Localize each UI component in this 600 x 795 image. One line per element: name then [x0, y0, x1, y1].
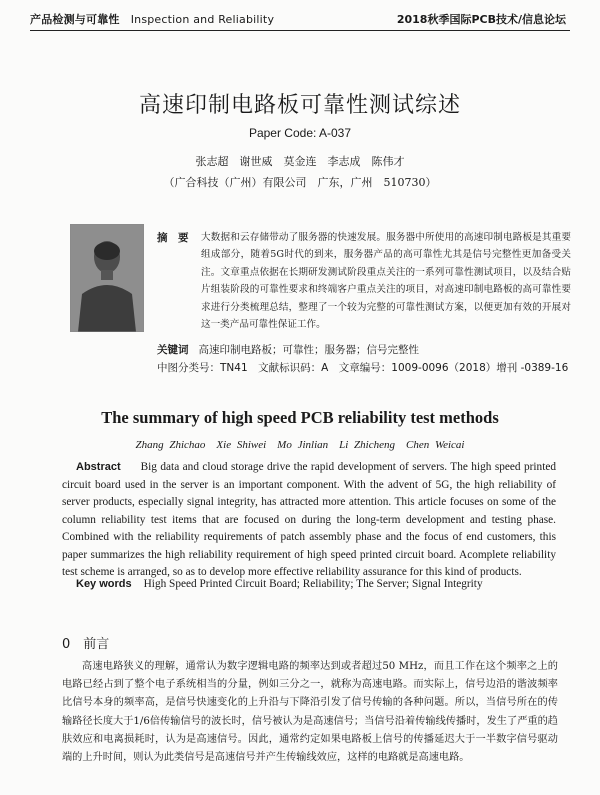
keywords-en-label: Key words — [76, 578, 132, 590]
english-authors: Zhang Zhichao Xie Shiwei Mo Jinlian Li Zhicheng Chen Weicai — [135, 439, 465, 451]
header-section-en: Inspection and Reliability — [130, 13, 275, 26]
running-header-right: 2018秋季国际PCB技术/信息论坛 — [396, 13, 566, 26]
header-section-cn: 产品检测与可靠性 — [30, 13, 120, 26]
running-header-left — [30, 11, 274, 27]
authors-cn: 张志超 谢世威 莫金连 李志成 陈伟才 — [195, 155, 405, 168]
abstract-cn-label: 摘 要 — [157, 232, 189, 244]
keywords-cn-text: 高速印制电路板；可靠性；服务器；信号完整性 — [198, 344, 420, 356]
section-body: 高速电路狭义的理解，通常认为数字逻辑电路的频率达到或者超过50 MHz，而且工作在这个频率之上的电路已经占到了整个电子系统相当的分量，例如三分之一，就称为高速电路。而实际上，信号边沿的谐波频率比信号本身的频率高，是信号快速变化的上升沿与下降沿引发了信号传输的各种问题。所以，当信号所在的传输路径长度大于1/6倍传输信号的波长时，信号被认为是高速信号；当信号沿着传输线传播时，发生了严重的趋肤效应和电离损耗时，认为是高速信号。因此，通常约定如果电路板上信号的传播延迟大于一半数字信号驱动端的上升时间，则认为此类信号是高速信号并产生传输线效应，这样的电路就是高速电路。 — [62, 661, 558, 764]
abstract-en — [62, 459, 556, 582]
abstract-cn-text: 大数据和云存储带动了服务器的快速发展。服务器中所使用的高速印制电路板是其重要组成部分，随着5G时代的到来，服务器产品的高可靠性尤其是信号完整性更加备受关注。文章重点依据在长期研发测试阶段重点关注的一系列可靠性测试项目，以及结合贴片组装阶段的可靠性要求和终端客户重点关注的项目，对高速印制电路板的高可靠性要求进行分类梳理总结，整理了一个较为完整的可靠性测试方案，以便更加有效的开展对这一类产品可靠性保证工作。 — [201, 232, 571, 331]
abstract-en-label: Abstract — [76, 461, 121, 473]
keywords-cn-label: 关键词 — [157, 344, 189, 356]
keywords-cn — [157, 342, 419, 357]
section-heading: 0 前言 — [62, 637, 110, 652]
affiliation-cn: （广合科技（广州）有限公司 广东，广州 510730） — [163, 176, 437, 189]
keywords-en — [76, 578, 483, 590]
classification-cn: 中图分类号：TN41 文献标识码：A 文章编号：1009-0096（2018）增刊 -0389-16 — [157, 362, 569, 374]
abstract-en-text: Big data and cloud storage drive the rapid development of servers. The high speed printed circuit board used in the server is an important component. With the advent of 5G, the high reliability of server products, especially signal integrity, has attracted more attention. This article focuses on some of the column reliability test items that are focused on during the long-term development and testing phase. Combined with the reliability requirements of patch assembly phase and the focus of end customers, this paper summarizes the high reliability requirement of high speed printed circuit board. Acomplete reliability test scheme is arranged, so as to develop more effective reliability assurance for this kind of products. — [62, 461, 556, 578]
english-title: The summary of high speed PCB reliability test methods — [101, 408, 499, 427]
paper-title: 高速印制电路板可靠性测试综述 — [138, 93, 461, 118]
header-rule — [30, 30, 570, 31]
paper-code: Paper Code: A-037 — [248, 126, 352, 140]
author-photo — [70, 224, 144, 332]
keywords-en-text: High Speed Printed Circuit Board; Reliability; The Server; Signal Integrity — [143, 578, 483, 590]
